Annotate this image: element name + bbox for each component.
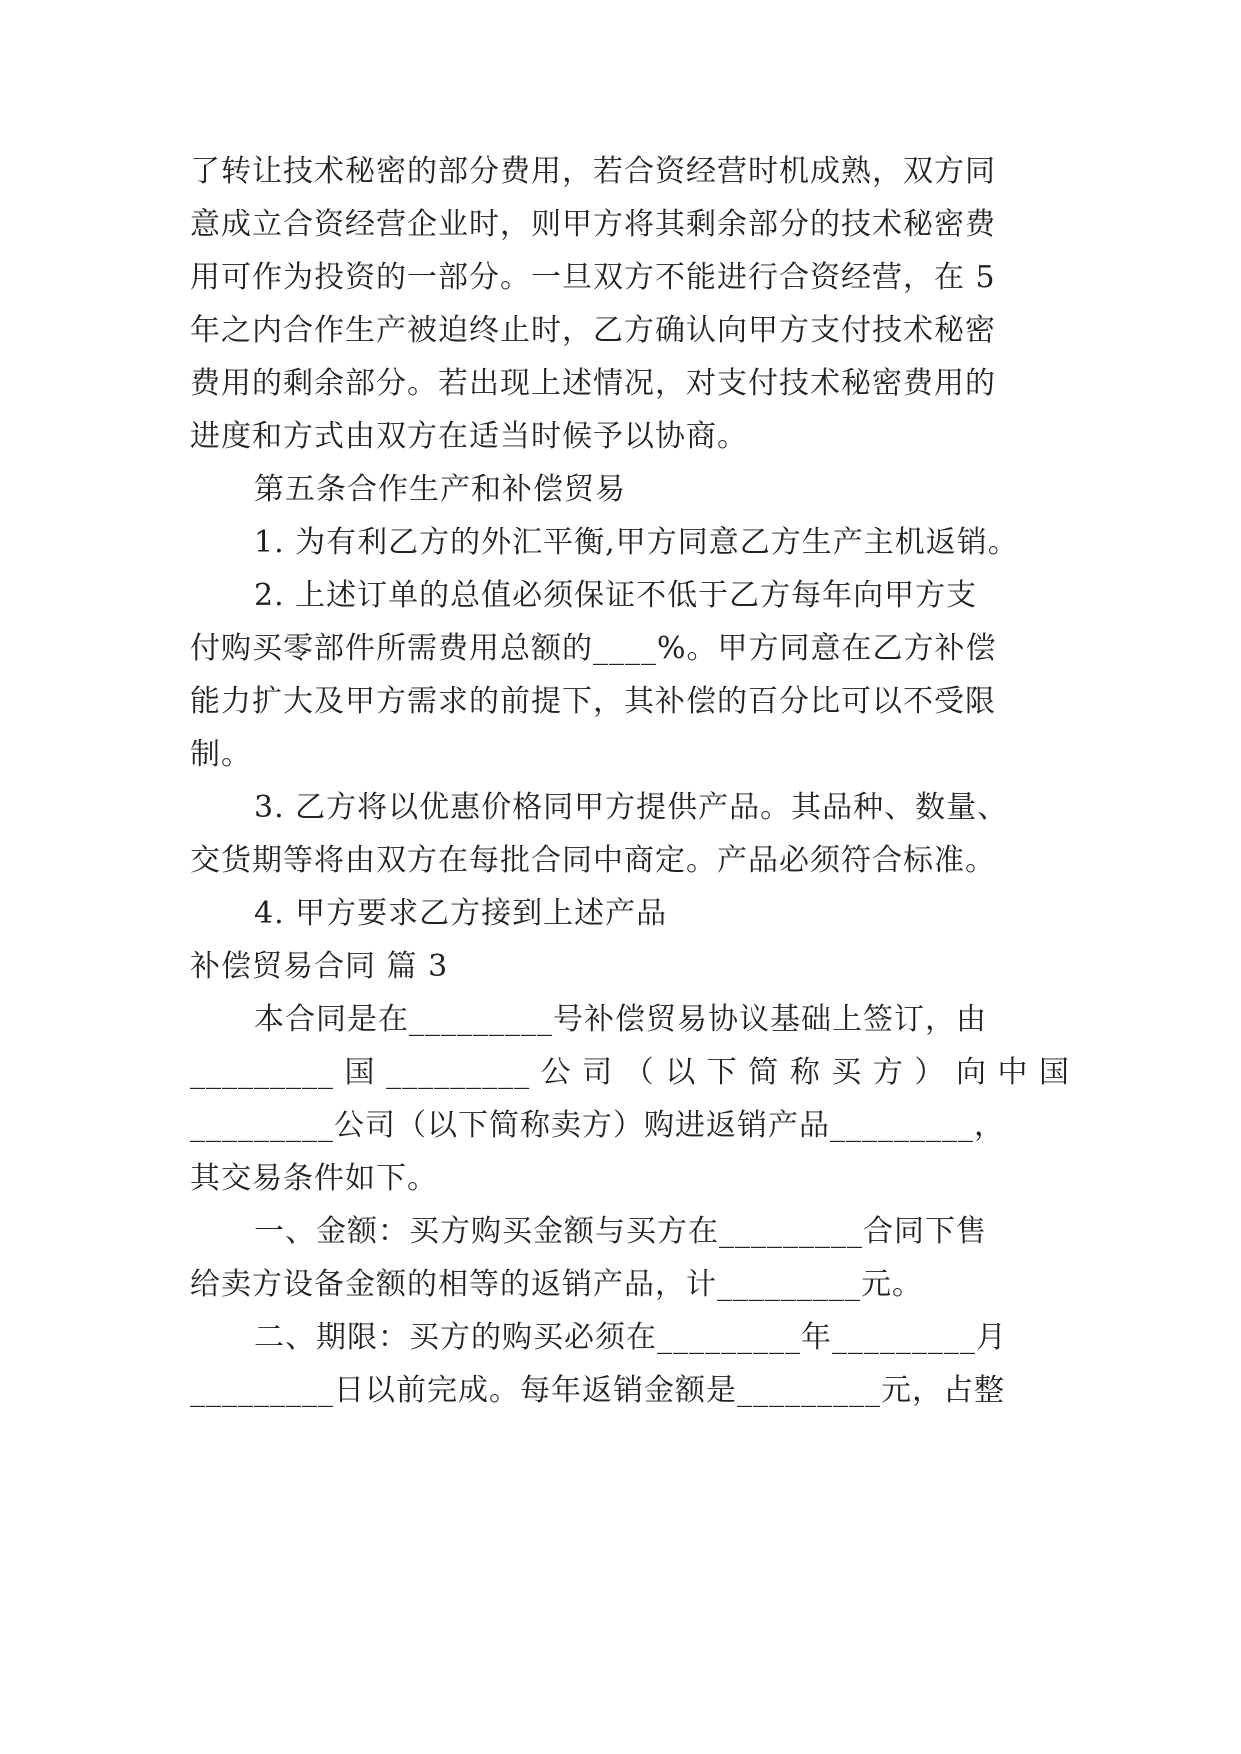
paragraph-line: 交货期等将由双方在每批合同中商定。产品必须符合标准。 xyxy=(190,843,996,878)
paragraph-line: 进度和方式由双方在适当时候予以协商。 xyxy=(190,419,748,454)
paragraph-line: 意成立合资经营企业时，则甲方将其剩余部分的技术秘密费 xyxy=(190,207,996,242)
paragraph-line: _________ 国 _________ 公 司 （ 以 下 简 称 买 方 ） 向 中 国 xyxy=(190,1055,1071,1090)
paragraph-line: 用可作为投资的一部分。一旦双方不能进行合资经营，在 5 xyxy=(190,260,996,295)
paragraph-line: 制。 xyxy=(190,737,252,772)
clause-line: 4. 甲方要求乙方接到上述产品 xyxy=(254,896,668,931)
paragraph-line: 其交易条件如下。 xyxy=(190,1161,438,1196)
paragraph-line: 给卖方设备金额的相等的返销产品，计_________元。 xyxy=(190,1267,923,1302)
paragraph-line: 了转让技术秘密的部分费用，若合资经营时机成熟，双方同 xyxy=(190,154,996,189)
article-heading: 第五条合作生产和补偿贸易 xyxy=(254,472,626,507)
paragraph-line: 本合同是在_________号补偿贸易协议基础上签订，由 xyxy=(254,1002,987,1037)
clause-line: 2. 上述订单的总值必须保证不低于乙方每年向甲方支 xyxy=(254,578,978,613)
paragraph-line: 能力扩大及甲方需求的前提下，其补偿的百分比可以不受限 xyxy=(190,684,996,719)
paragraph-line: 付购买零部件所需费用总额的____%。甲方同意在乙方补偿 xyxy=(190,631,997,666)
clause-line: 3. 乙方将以优惠价格同甲方提供产品。其品种、数量、 xyxy=(254,790,1009,825)
clause-line: 一、金额：买方购买金额与买方在_________合同下售 xyxy=(254,1214,987,1249)
paragraph-line: 年之内合作生产被迫终止时，乙方确认向甲方支付技术秘密 xyxy=(190,313,996,348)
clause-line: 1. 为有利乙方的外汇平衡,甲方同意乙方生产主机返销。 xyxy=(254,525,1019,560)
clause-line: 二、期限：买方的购买必须在_________年_________月 xyxy=(254,1320,1007,1355)
section-title: 补偿贸易合同 篇 3 xyxy=(190,949,449,984)
paragraph-line: _________日以前完成。每年返销金额是_________元，占整 xyxy=(190,1373,1005,1408)
paragraph-line: 费用的剩余部分。若出现上述情况，对支付技术秘密费用的 xyxy=(190,366,996,401)
paragraph-line: _________公司（以下简称卖方）购进返销产品_________， xyxy=(190,1108,1005,1143)
